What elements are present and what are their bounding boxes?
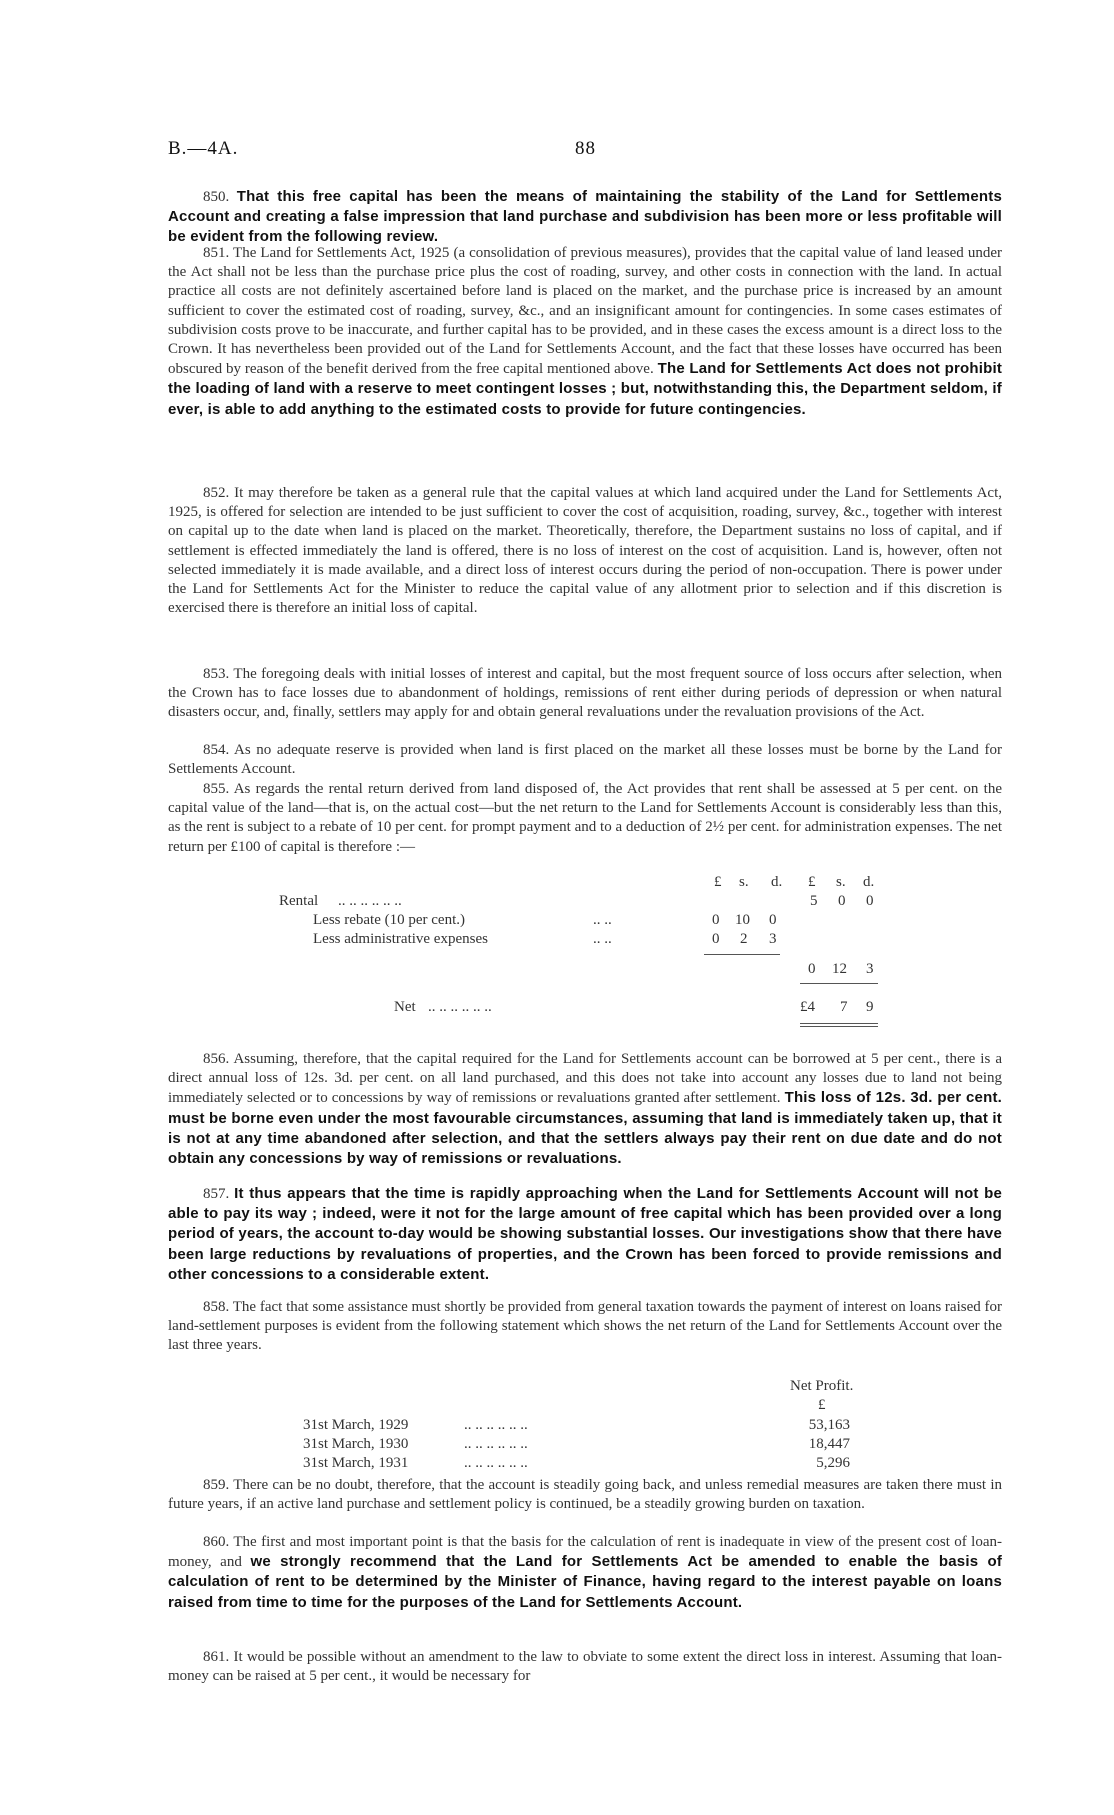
col-header-pence: d. [771,874,783,890]
net-profit-unit: £ [818,1397,826,1413]
admin-shillings: 2 [740,931,748,947]
dot-leaders: .. .. .. .. .. .. [464,1436,528,1452]
subtotal-pence: 3 [866,961,874,977]
paragraph-860 [168,1533,1002,1613]
dot-leaders: .. .. .. .. .. .. [464,1417,528,1433]
paragraph-text: The Land for Settlements Act, 1925 (a consolidation of previous measures), provides that the capital value of land leased under the Act shall not be less than the purchase price plus the cost of roading, survey, and other costs in connection with the land. In actual practice all costs are not definitely ascertained before land is placed on the market, and the purchase price is increased by an amount sufficient to cover the estimated cost of roading, survey, &c., and an insignificant amount for contingencies. In some cases estimates of subdivision costs prove to be inaccurate, and further capital has to be provided, and in these cases the excess amount is a direct loss to the Crown. It has nevertheless been provided out of the Land for Settlements Account, and the fact that these losses have occurred has been obscured by reason of the benefit derived from the free capital mentioned above. [168,245,1002,378]
paragraph-855 [168,780,1002,857]
paragraph-text: Assuming, therefore, that the capital required for the Land for Settlements account can be borrowed at 5 per cent., there is a direct annual loss of 12s. 3d. per cent. on all land purchased, and this does not take into account any losses due to land not being immediately selected or to concessions by way of remissions or revaluations granted after settlement. [168,1051,1002,1107]
admin-pence: 3 [769,931,777,947]
paragraph-number: 852. [203,485,230,501]
paragraph-858 [168,1298,1002,1356]
paragraph-text: As regards the rental return derived from land disposed of, the Act provides that rent shall be assessed at 5 per cent. on the capital value of the land—that is, on the actual cost—but the net return to the Land for Settlements Account is considerably less than this, as the rent is subject to a rebate of 10 per cent. for prompt payment and to a deduction of 2½ per cent. for administration expenses. The net return per £100 of capital is therefore :— [168,781,1002,855]
paragraph-text: The fact that some assistance must shortly be provided from general taxation towards the payment of interest on loans raised for land-settlement purposes is evident from the following statement which shows the net return of the Land for Settlements Account over the last three years. [168,1299,1002,1354]
col-header-pence-total: d. [863,874,875,890]
admin-pounds: 0 [712,931,720,947]
profit-row-value: 5,296 [816,1455,850,1471]
paragraph-text: As no adequate reserve is provided when land is first placed on the market all these losses must be borne by the Land for Settlements Account. [168,742,1002,778]
paragraph-bold-text: The Land for Settlements Act does not prohibit the loading of land with a reserve to meet contingent losses ; but, notwithstanding this, the Department seldom, if ever, is able to add anything to the estimated costs to provide for future contingencies. [168,360,1003,418]
profit-row-value: 18,447 [808,1436,850,1452]
paragraph-number: 858. [203,1299,230,1315]
rebate-shillings: 10 [735,912,750,928]
net-label: Net [394,999,416,1015]
paragraph-bold-text: we strongly recommend that the Land for Settlements Act be amended to enable the basis of calculation of rent to be determined by the Minister of Finance, having regard to the interest payable on loans raised from time to time for the purposes of the Land for Settlements Account. [168,1553,1003,1611]
paragraph-number: 857. [203,1186,230,1202]
col-header-pounds: £ [714,874,722,890]
net-shillings: 7 [840,999,848,1015]
paragraph-number: 861. [203,1649,230,1665]
subtotal-pounds: 0 [808,961,816,977]
net-rule-double-1 [800,1023,878,1024]
dot-leaders: .. .. [593,931,612,947]
admin-expenses-label: Less administrative expenses [313,931,488,947]
profit-row-date: 31st March, 1929 [303,1417,409,1433]
paragraph-bold-text: That this free capital has been the means of maintaining the stability of the Land for Settlements Account and creating a false impression that land purchase and subdivision has been more or less profitable will be evident from the following review. [168,188,1002,246]
dot-leaders: .. .. [593,912,612,928]
net-rule-double-2 [800,1026,878,1027]
page-number: 88 [575,138,596,159]
paragraph-number: 853. [203,666,230,682]
profit-row-date: 31st March, 1930 [303,1436,409,1452]
paragraph-text: The first and most important point is that the basis for the calculation of rent is inadequate in view of the present cost of loan-money, and [168,1534,1002,1571]
paragraph-bold-text: This loss of 12s. 3d. per cent. must be borne even under the most favourable circumstances, assuming that land is immediately taken up, that it is not at any time abandoned after selection, and that the settlers always pay their rent on due date and do not obtain any concessions by way of remissions or revaluations. [168,1089,1003,1168]
paragraph-number: 850. [203,189,230,205]
paragraph-854 [168,741,1002,779]
paragraph-text: It would be possible without an amendment to the law to obviate to some extent the direct loss in interest. Assuming that loan-money can be raised at 5 per cent., it would be necessary for [168,1649,1002,1685]
col-header-pounds-total: £ [808,874,816,890]
paragraph-856 [168,1050,1002,1169]
paragraph-number: 851. [203,245,230,261]
rebate-label: Less rebate (10 per cent.) [313,912,466,928]
net-rule-top [800,983,878,984]
rental-pounds: 5 [810,893,818,909]
paragraph-text: The foregoing deals with initial losses of interest and capital, but the most frequent source of loss occurs after selection, when the Crown has to face losses due to abandonment of holdings, remissions of rent either during periods of depression or when natural disasters occur, and, finally, settlers may apply for and obtain general revaluations under the revaluation provisions of the Act. [168,666,1002,721]
profit-row-value: 53,163 [808,1417,850,1433]
net-pence: 9 [866,999,874,1015]
paragraph-number: 860. [203,1534,230,1550]
dot-leaders: .. .. .. .. .. .. [464,1455,528,1471]
paragraph-851 [168,244,1002,420]
paragraph-bold-text: It thus appears that the time is rapidly approaching when the Land for Settlements Account will not be able to pay its way ; indeed, were it not for the large amount of free capital which has been provided over a long period of years, the account to-day would be showing substantial losses. Our investigations show that there have been large reductions by revaluations of properties, and the Crown has been forced to provide remissions and other concessions to a considerable extent. [168,1185,1002,1283]
paragraph-number: 859. [203,1477,230,1493]
paragraph-857 [168,1184,1002,1285]
dot-leaders: .. .. .. .. .. .. [338,893,402,909]
rental-pence: 0 [866,893,874,909]
paragraph-853 [168,665,1002,723]
subtotal-shillings: 12 [832,961,847,977]
net-profit-header: Net Profit. [790,1378,854,1394]
profit-row-date: 31st March, 1931 [303,1455,409,1471]
rental-shillings: 0 [838,893,846,909]
rebate-pence: 0 [769,912,777,928]
paragraph-number: 855. [203,781,230,797]
col-header-shillings: s. [739,874,749,890]
dot-leaders: .. .. .. .. .. .. [428,999,492,1015]
paragraph-852 [168,484,1002,618]
paragraph-number: 854. [203,742,230,758]
paragraph-861 [168,1648,1002,1686]
paragraph-number: 856. [203,1051,230,1067]
rebate-pounds: 0 [712,912,720,928]
subtotal-rule [704,954,780,955]
paragraph-text: There can be no doubt, therefore, that the account is steadily going back, and unless remedial measures are taken there must in future years, if an active land purchase and settlement policy is continued, be a steadily growing burden on taxation. [168,1477,1002,1513]
net-pounds: £4 [800,999,815,1015]
paragraph-850 [168,187,1002,248]
rental-label: Rental [279,893,319,909]
paragraph-text: It may therefore be taken as a general rule that the capital values at which land acquired under the Land for Settlements Act, 1925, is offered for selection are intended to be just sufficient to cover the cost of acquisition, roading, survey, &c., together with interest on capital up to the date when land is placed on the market. Theoretically, therefore, the Department sustains no loss of capital, and if settlement is effected immediately the land is offered, there is no loss of interest on the cost of acquisition. Land is, however, often not selected immediately it is made available, and a direct loss of interest occurs during the period of non-occupation. There is power under the Land for Settlements Act for the Minister to reduce the capital value of any allotment prior to selection and if this discretion is exercised there is therefore an initial loss of capital. [168,485,1003,617]
paragraph-859 [168,1476,1002,1514]
col-header-shillings-total: s. [836,874,846,890]
document-code: B.—4A. [168,138,239,159]
